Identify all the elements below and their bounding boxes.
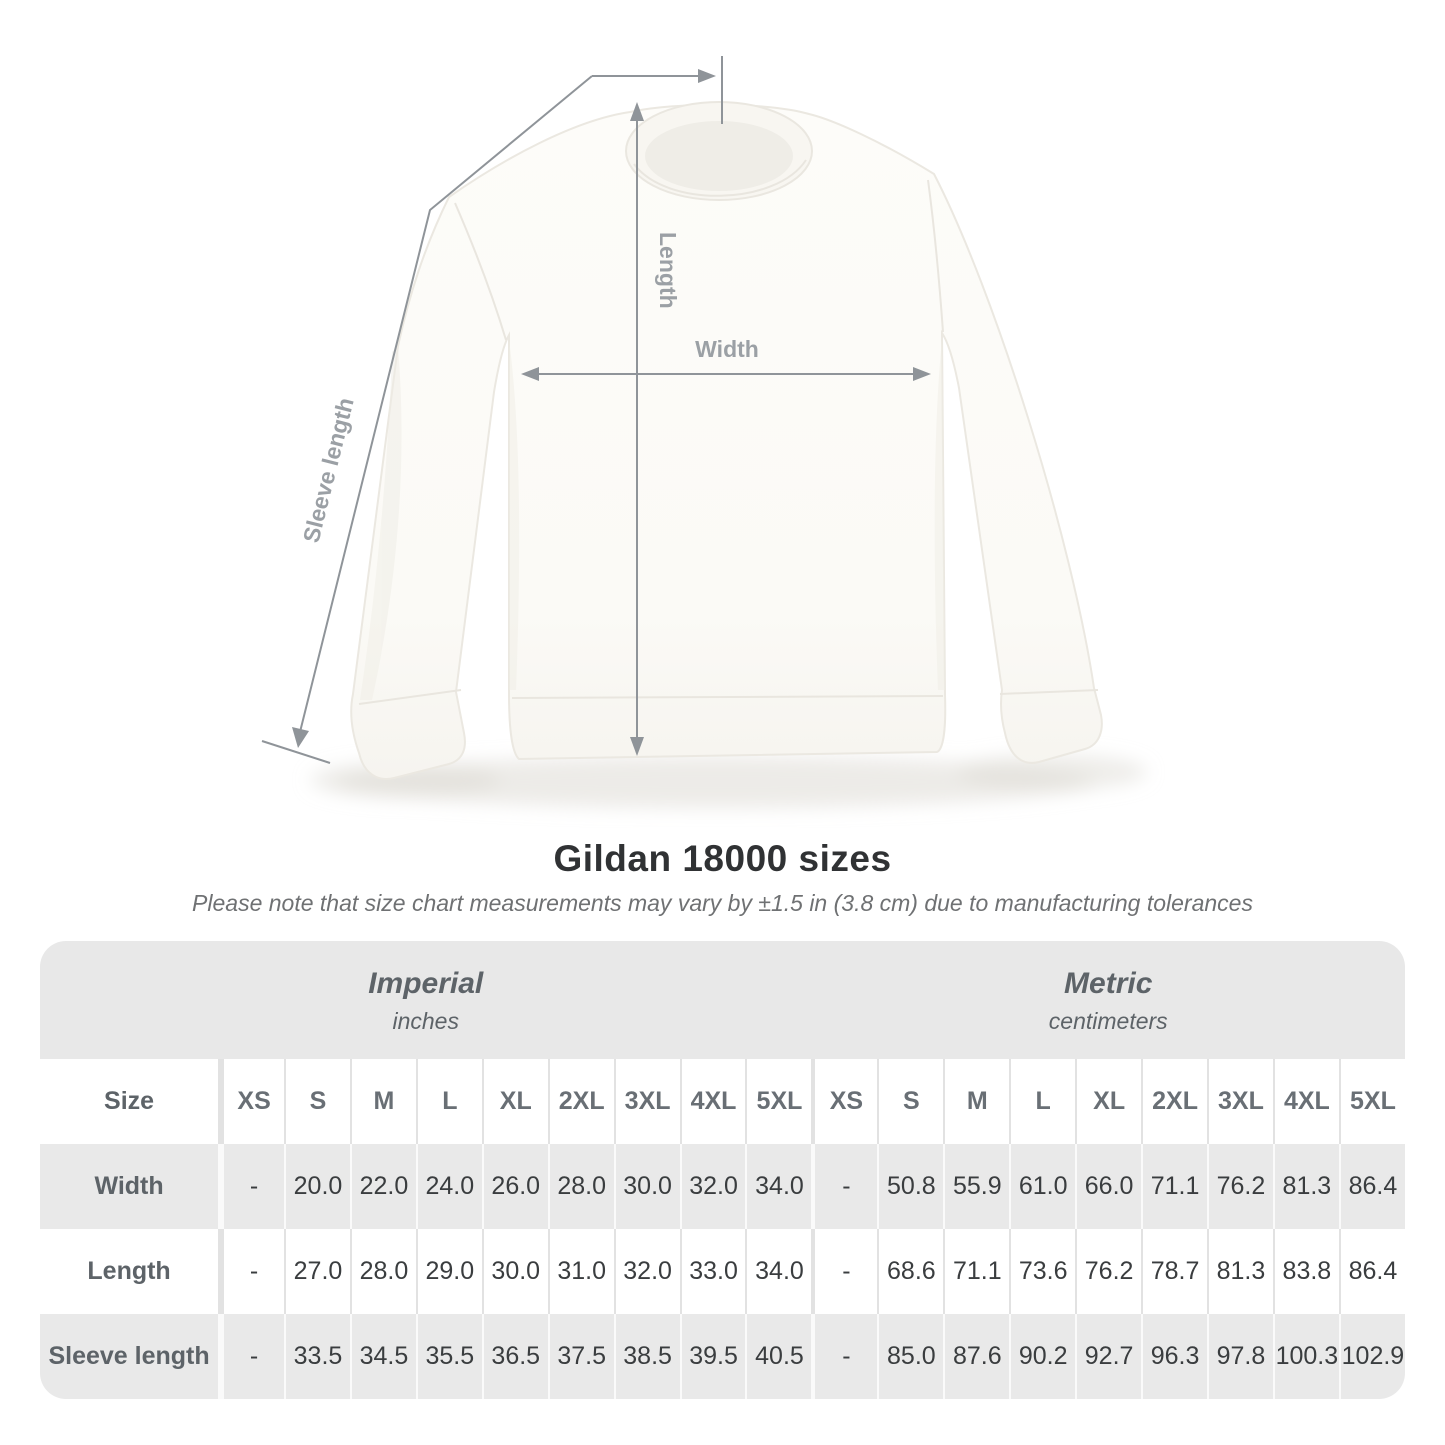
metric-band [811, 941, 1405, 1059]
metric-units: centimeters [1048, 1008, 1168, 1035]
size-head-imperial-xl: XL [482, 1059, 548, 1144]
sleeve-row-label: Sleeve length [40, 1314, 218, 1399]
length-metric-5xl: 86.4 [1339, 1229, 1405, 1314]
width-label: Width [695, 336, 759, 362]
length-metric-xl: 76.2 [1075, 1229, 1141, 1314]
size-head-imperial-s: S [284, 1059, 350, 1144]
sleeve-length-end-tick [262, 741, 330, 763]
length-imperial-2xl: 31.0 [548, 1229, 614, 1314]
width-metric-l: 61.0 [1009, 1144, 1075, 1229]
size-head-metric-l: L [1009, 1059, 1075, 1144]
length-row-label: Length [40, 1229, 218, 1314]
width-metric-5xl: 86.4 [1339, 1144, 1405, 1229]
size-head-metric-4xl: 4XL [1273, 1059, 1339, 1144]
width-imperial-xl: 26.0 [482, 1144, 548, 1229]
sleeve-imperial-xs: - [218, 1314, 284, 1399]
sleeve-imperial-m: 34.5 [350, 1314, 416, 1399]
sleeve-metric-m: 87.6 [943, 1314, 1009, 1399]
width-metric-3xl: 76.2 [1207, 1144, 1273, 1229]
sleeve-length-row [40, 1314, 1405, 1399]
size-head-imperial-5xl: 5XL [745, 1059, 811, 1144]
length-imperial-xl: 30.0 [482, 1229, 548, 1314]
width-imperial-l: 24.0 [416, 1144, 482, 1229]
length-label: Length [655, 232, 681, 309]
sleeve-length-label: Sleeve length [297, 394, 359, 546]
width-imperial-4xl: 32.0 [680, 1144, 746, 1229]
size-head-metric-s: S [877, 1059, 943, 1144]
sleeve-imperial-l: 35.5 [416, 1314, 482, 1399]
sleeve-imperial-3xl: 38.5 [614, 1314, 680, 1399]
size-header-row [40, 1059, 1405, 1144]
sleeve-metric-l: 90.2 [1009, 1314, 1075, 1399]
imperial-units: inches [392, 1008, 459, 1035]
length-imperial-s: 27.0 [284, 1229, 350, 1314]
size-head-metric-xs: XS [811, 1059, 877, 1144]
sleeve-metric-2xl: 96.3 [1141, 1314, 1207, 1399]
width-row [40, 1144, 1405, 1229]
size-head-imperial-l: L [416, 1059, 482, 1144]
sweatshirt-illustration [351, 102, 1102, 779]
size-column-header: Size [40, 1059, 218, 1144]
width-row-label: Width [40, 1144, 218, 1229]
length-imperial-m: 28.0 [350, 1229, 416, 1314]
size-head-metric-5xl: 5XL [1339, 1059, 1405, 1144]
length-imperial-4xl: 33.0 [680, 1229, 746, 1314]
length-metric-l: 73.6 [1009, 1229, 1075, 1314]
length-imperial-3xl: 32.0 [614, 1229, 680, 1314]
sleeve-metric-5xl: 102.9 [1339, 1314, 1405, 1399]
sleeve-imperial-5xl: 40.5 [745, 1314, 811, 1399]
length-metric-4xl: 83.8 [1273, 1229, 1339, 1314]
sleeve-imperial-s: 33.5 [284, 1314, 350, 1399]
width-metric-4xl: 81.3 [1273, 1144, 1339, 1229]
size-head-metric-m: M [943, 1059, 1009, 1144]
size-head-metric-2xl: 2XL [1141, 1059, 1207, 1144]
width-imperial-3xl: 30.0 [614, 1144, 680, 1229]
length-metric-s: 68.6 [877, 1229, 943, 1314]
sleeve-imperial-4xl: 39.5 [680, 1314, 746, 1399]
width-metric-m: 55.9 [943, 1144, 1009, 1229]
width-imperial-5xl: 34.0 [745, 1144, 811, 1229]
width-metric-xl: 66.0 [1075, 1144, 1141, 1229]
tolerance-note: Please note that size chart measurements may vary by ±1.5 in (3.8 cm) due to manufacturing tolerances [192, 890, 1253, 916]
width-imperial-2xl: 28.0 [548, 1144, 614, 1229]
length-metric-m: 71.1 [943, 1229, 1009, 1314]
size-head-imperial-3xl: 3XL [614, 1059, 680, 1144]
size-head-imperial-4xl: 4XL [680, 1059, 746, 1144]
width-imperial-s: 20.0 [284, 1144, 350, 1229]
size-chart-table [40, 941, 1405, 1399]
size-head-imperial-2xl: 2XL [548, 1059, 614, 1144]
width-metric-xs: - [811, 1144, 877, 1229]
imperial-label: Imperial [368, 966, 484, 1000]
size-head-metric-xl: XL [1075, 1059, 1141, 1144]
width-metric-2xl: 71.1 [1141, 1144, 1207, 1229]
sleeve-metric-xl: 92.7 [1075, 1314, 1141, 1399]
length-metric-3xl: 81.3 [1207, 1229, 1273, 1314]
length-metric-2xl: 78.7 [1141, 1229, 1207, 1314]
width-metric-s: 50.8 [877, 1144, 943, 1229]
sleeve-imperial-xl: 36.5 [482, 1314, 548, 1399]
width-imperial-xs: - [218, 1144, 284, 1229]
sleeve-metric-3xl: 97.8 [1207, 1314, 1273, 1399]
length-imperial-5xl: 34.0 [745, 1229, 811, 1314]
imperial-band [40, 941, 811, 1059]
length-metric-xs: - [811, 1229, 877, 1314]
length-imperial-xs: - [218, 1229, 284, 1314]
sleeve-metric-xs: - [811, 1314, 877, 1399]
length-imperial-l: 29.0 [416, 1229, 482, 1314]
sleeve-metric-s: 85.0 [877, 1314, 943, 1399]
page-title: Gildan 18000 sizes [553, 838, 892, 879]
sleeve-imperial-2xl: 37.5 [548, 1314, 614, 1399]
width-imperial-m: 22.0 [350, 1144, 416, 1229]
size-head-imperial-xs: XS [218, 1059, 284, 1144]
unit-band-row [40, 941, 1405, 1059]
metric-label: Metric [1064, 966, 1153, 1000]
length-row [40, 1229, 1405, 1314]
size-head-metric-3xl: 3XL [1207, 1059, 1273, 1144]
size-head-imperial-m: M [350, 1059, 416, 1144]
collar-inner [645, 121, 793, 191]
sleeve-metric-4xl: 100.3 [1273, 1314, 1339, 1399]
